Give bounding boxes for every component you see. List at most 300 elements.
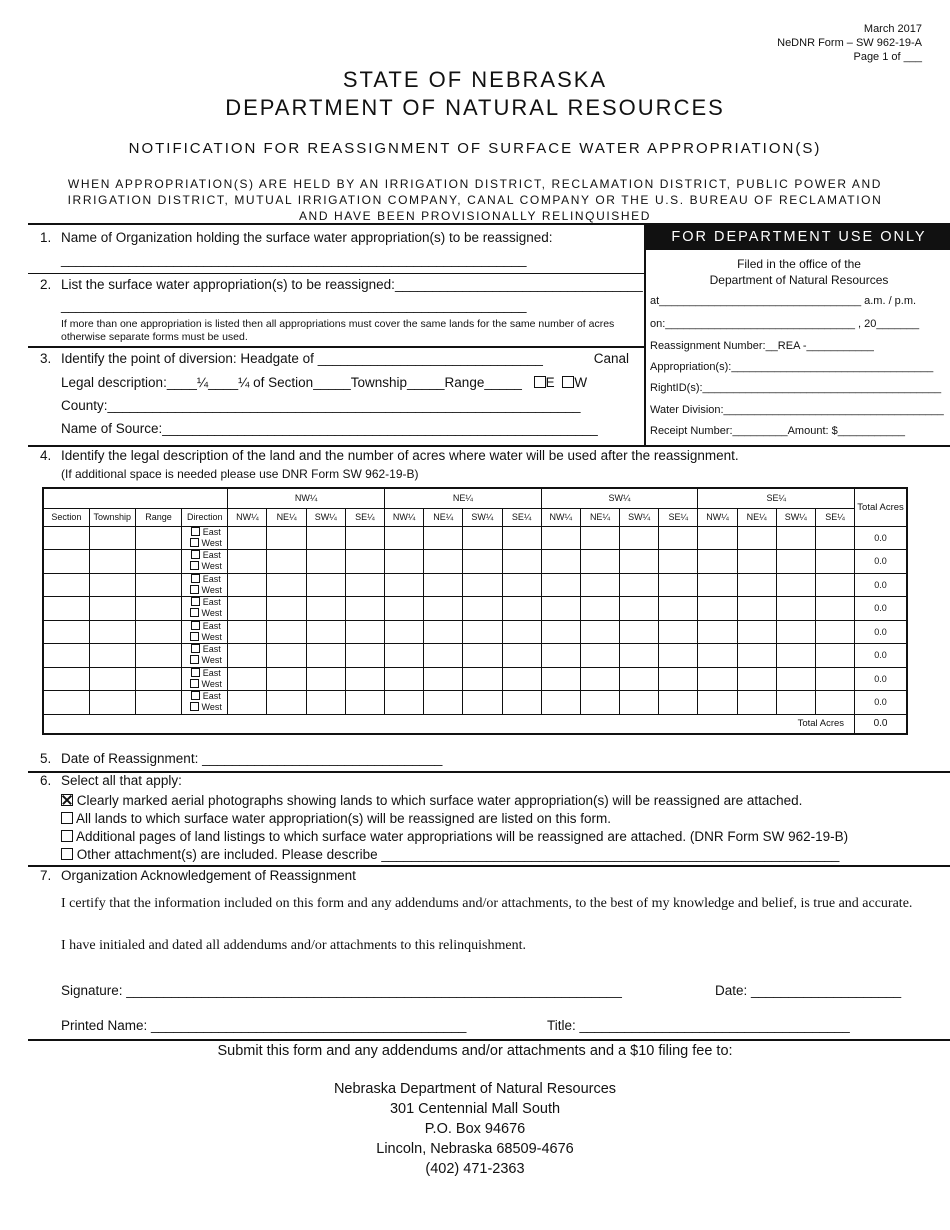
acre-cell[interactable] — [659, 667, 698, 691]
east-option[interactable] — [182, 644, 227, 655]
checkbox[interactable] — [191, 527, 200, 536]
dept-reassignment[interactable] — [650, 340, 874, 352]
east-label: East — [202, 667, 221, 678]
acre-cell[interactable] — [737, 597, 776, 621]
q4-label: Identify the legal description of the land and the number of acres where water will be used after the reassignment. — [61, 448, 739, 463]
table-cell[interactable] — [43, 691, 89, 715]
acre-cell[interactable] — [385, 597, 424, 621]
checkbox[interactable] — [190, 632, 199, 641]
signature-input[interactable]: Signature: __________________________________________________________________ — [61, 983, 622, 998]
land-table — [42, 487, 908, 735]
checkbox[interactable] — [61, 812, 73, 824]
acre-cell[interactable] — [502, 526, 541, 550]
option-label: Additional pages of land listings to which surface water appropriations will be reassigned are attached. (DNR Form SW 962-19-B) — [76, 829, 849, 844]
total-acres-label: Total Acres — [43, 714, 855, 734]
checkbox[interactable] — [190, 538, 199, 547]
q4-note: (If additional space is needed please use DNR Form SW 962-19-B) — [61, 467, 419, 481]
west-option[interactable] — [182, 561, 227, 572]
west-option[interactable] — [182, 679, 227, 690]
acre-cell[interactable] — [776, 550, 815, 574]
acre-cell[interactable] — [424, 691, 463, 715]
acre-cell[interactable] — [424, 573, 463, 597]
address-box: P.O. Box 94676 — [424, 1121, 526, 1137]
east-label: East — [202, 573, 221, 584]
acre-cell[interactable] — [815, 644, 854, 668]
option-label: All lands to which surface water appropriation(s) will be reassigned are listed on this form. — [76, 811, 612, 826]
q4-number: 4. — [40, 448, 52, 463]
west-option[interactable] — [182, 655, 227, 666]
west-label: West — [201, 631, 222, 642]
acre-cell[interactable] — [815, 597, 854, 621]
table-cell[interactable] — [89, 667, 135, 691]
checkbox[interactable] — [190, 561, 199, 570]
filed-line-2: Department of Natural Resources — [709, 273, 889, 287]
acre-cell[interactable] — [737, 526, 776, 550]
east-option[interactable] — [182, 597, 227, 608]
reassignment-date-input[interactable]: Date of Reassignment: ________________________________ — [61, 751, 443, 766]
table-cell[interactable] — [43, 597, 89, 621]
printed-name-input[interactable]: Printed Name: __________________________________________ — [61, 1018, 467, 1033]
acre-cell[interactable] — [345, 667, 384, 691]
acre-cell[interactable] — [659, 573, 698, 597]
acre-cell[interactable] — [228, 597, 267, 621]
acre-cell[interactable] — [698, 597, 737, 621]
east-option[interactable] — [182, 691, 227, 702]
row-total: 0.0 — [855, 644, 907, 668]
divider — [28, 273, 644, 274]
acre-cell[interactable] — [737, 620, 776, 644]
direction-cell — [182, 644, 228, 668]
acre-cell[interactable] — [620, 620, 659, 644]
acre-cell[interactable] — [815, 526, 854, 550]
acre-cell[interactable] — [228, 526, 267, 550]
west-label: West — [201, 702, 222, 713]
acre-cell[interactable] — [776, 573, 815, 597]
legal-description-row — [61, 375, 587, 390]
acre-cell[interactable] — [580, 691, 619, 715]
col-township: Township — [89, 508, 135, 526]
sub-se: SE¼ — [815, 508, 854, 526]
acre-cell[interactable] — [776, 597, 815, 621]
source-input[interactable]: Name of Source:__________________________________________________________ — [61, 421, 598, 436]
acre-cell[interactable] — [502, 620, 541, 644]
col-range: Range — [135, 508, 181, 526]
sub-se: SE¼ — [345, 508, 384, 526]
divider — [28, 445, 950, 447]
acre-cell[interactable] — [463, 550, 502, 574]
dept-appropriations[interactable]: Appropriation(s):_________________________________ — [650, 361, 934, 373]
q2-row — [61, 277, 643, 292]
acre-cell[interactable] — [463, 597, 502, 621]
acre-cell[interactable] — [620, 550, 659, 574]
acre-cell[interactable] — [424, 550, 463, 574]
east-option[interactable] — [182, 550, 227, 561]
acre-cell[interactable] — [737, 667, 776, 691]
acre-cell[interactable] — [385, 667, 424, 691]
acre-cell[interactable] — [463, 573, 502, 597]
acre-cell[interactable] — [620, 667, 659, 691]
acre-cell[interactable] — [698, 644, 737, 668]
table-cell[interactable] — [43, 526, 89, 550]
acre-cell[interactable] — [815, 620, 854, 644]
address-phone: (402) 471-2363 — [425, 1161, 525, 1177]
acre-cell[interactable] — [424, 597, 463, 621]
sub-nw: NW¼ — [541, 508, 580, 526]
acre-cell[interactable] — [267, 620, 306, 644]
acre-cell[interactable] — [659, 644, 698, 668]
east-option[interactable] — [182, 527, 227, 538]
total-acres-header: Total Acres — [855, 488, 907, 526]
table-row — [43, 597, 907, 621]
acre-cell[interactable] — [776, 620, 815, 644]
acre-cell[interactable] — [698, 667, 737, 691]
acre-cell[interactable] — [776, 667, 815, 691]
east-checkbox[interactable] — [534, 376, 546, 388]
acre-cell[interactable] — [306, 691, 345, 715]
acre-cell[interactable] — [659, 597, 698, 621]
acre-cell[interactable] — [502, 550, 541, 574]
acre-cell[interactable] — [424, 667, 463, 691]
acre-cell[interactable] — [541, 526, 580, 550]
acre-cell[interactable] — [502, 667, 541, 691]
acre-cell[interactable] — [267, 691, 306, 715]
acre-cell[interactable] — [385, 573, 424, 597]
acre-cell[interactable] — [502, 573, 541, 597]
acre-cell[interactable] — [267, 667, 306, 691]
acre-cell[interactable] — [463, 667, 502, 691]
acre-cell[interactable] — [737, 644, 776, 668]
acre-cell[interactable] — [228, 620, 267, 644]
acre-cell[interactable] — [541, 644, 580, 668]
option-aerial-photos[interactable] — [61, 792, 848, 810]
q6-number: 6. — [40, 773, 52, 788]
title-input[interactable]: Title: ____________________________________ — [547, 1018, 850, 1033]
acre-cell[interactable] — [345, 644, 384, 668]
address-org: Nebraska Department of Natural Resources — [333, 1081, 617, 1097]
dept-water-division[interactable]: Water Division:____________________________________ — [650, 404, 944, 416]
department-use-box — [644, 224, 950, 446]
acre-cell[interactable] — [776, 526, 815, 550]
acre-cell[interactable] — [267, 526, 306, 550]
row-total: 0.0 — [855, 691, 907, 715]
table-cell[interactable] — [89, 573, 135, 597]
acre-cell[interactable] — [385, 526, 424, 550]
blank-header — [43, 488, 228, 508]
acre-cell[interactable] — [463, 620, 502, 644]
acre-cell[interactable] — [580, 550, 619, 574]
option-additional-pages[interactable] — [61, 828, 848, 846]
acre-cell[interactable] — [267, 644, 306, 668]
q1-input[interactable]: ______________________________________________________________ — [61, 252, 527, 267]
col-section: Section — [43, 508, 89, 526]
table-cell[interactable] — [43, 573, 89, 597]
table-cell[interactable] — [89, 550, 135, 574]
acre-cell[interactable] — [698, 526, 737, 550]
dept-on[interactable]: on:_______________________________ , 20_______ — [650, 318, 920, 330]
q2-note: If more than one appropriation is listed then all appropriations must cover the same lands for the same number of acres otherwise separate forms must be used. — [61, 318, 615, 343]
table-cell[interactable] — [135, 667, 181, 691]
table-cell[interactable] — [43, 620, 89, 644]
acre-cell[interactable] — [463, 644, 502, 668]
acre-cell[interactable] — [815, 550, 854, 574]
acre-cell[interactable] — [385, 691, 424, 715]
table-cell[interactable] — [89, 644, 135, 668]
acre-cell[interactable] — [306, 573, 345, 597]
acre-cell[interactable] — [267, 573, 306, 597]
filed-line-1: Filed in the office of the — [737, 257, 861, 271]
acre-cell[interactable] — [659, 550, 698, 574]
acre-cell[interactable] — [659, 620, 698, 644]
sub-sw: SW¼ — [306, 508, 345, 526]
checkbox[interactable] — [61, 830, 73, 842]
acre-cell[interactable] — [776, 644, 815, 668]
west-label: West — [201, 608, 222, 619]
west-option[interactable] — [182, 632, 227, 643]
acre-cell[interactable] — [306, 550, 345, 574]
acre-cell[interactable] — [345, 526, 384, 550]
direction-cell — [182, 667, 228, 691]
acre-cell[interactable] — [620, 644, 659, 668]
acre-cell[interactable] — [815, 691, 854, 715]
direction-cell — [182, 526, 228, 550]
divider — [28, 865, 950, 867]
table-cell[interactable] — [89, 691, 135, 715]
form-meta — [777, 22, 922, 64]
table-row — [43, 691, 907, 715]
acre-cell[interactable] — [463, 526, 502, 550]
acre-cell[interactable] — [228, 691, 267, 715]
table-cell[interactable] — [43, 667, 89, 691]
certification-text: I certify that the information included on this form and any addendums and/or attachments, to the best of my knowledge and belief, is true and accurate. — [61, 896, 913, 911]
acre-cell[interactable] — [345, 597, 384, 621]
west-option[interactable] — [182, 702, 227, 713]
checkbox[interactable] — [191, 574, 200, 583]
acre-cell[interactable] — [306, 526, 345, 550]
east-option[interactable] — [182, 621, 227, 632]
acre-cell[interactable] — [698, 573, 737, 597]
acre-cell[interactable] — [580, 573, 619, 597]
acre-cell[interactable] — [541, 620, 580, 644]
acre-cell[interactable] — [580, 667, 619, 691]
acre-cell[interactable] — [541, 667, 580, 691]
table-cell[interactable] — [135, 620, 181, 644]
west-option[interactable] — [182, 585, 227, 596]
mailing-address — [0, 1079, 950, 1179]
table-cell[interactable] — [135, 526, 181, 550]
table-cell[interactable] — [135, 644, 181, 668]
acre-cell[interactable] — [345, 691, 384, 715]
table-cell[interactable] — [43, 550, 89, 574]
sub-nw: NW¼ — [385, 508, 424, 526]
county-input[interactable]: County:_______________________________________________________________ — [61, 398, 581, 413]
acre-cell[interactable] — [502, 644, 541, 668]
row-total: 0.0 — [855, 667, 907, 691]
q6-label: Select all that apply: — [61, 773, 182, 788]
acre-cell[interactable] — [698, 550, 737, 574]
checkbox-checked[interactable] — [61, 794, 73, 806]
acre-cell[interactable] — [620, 691, 659, 715]
checkbox[interactable] — [191, 621, 200, 630]
acre-cell[interactable] — [580, 526, 619, 550]
option-label: Clearly marked aerial photographs showing lands to which surface water appropriation(s) will be reassigned are attached. — [76, 793, 803, 808]
acre-cell[interactable] — [737, 573, 776, 597]
acre-cell[interactable] — [345, 550, 384, 574]
acre-cell[interactable] — [815, 667, 854, 691]
q3-label: Identify the point of diversion: Headgate of — [61, 351, 314, 366]
table-cell[interactable] — [135, 691, 181, 715]
table-row — [43, 526, 907, 550]
acre-cell[interactable] — [620, 573, 659, 597]
acre-cell[interactable] — [306, 620, 345, 644]
submit-instructions: Submit this form and any addendums and/or attachments and a $10 filing fee to: — [217, 1043, 733, 1059]
checkbox[interactable] — [61, 848, 73, 860]
west-option[interactable] — [182, 538, 227, 549]
dept-receipt[interactable]: Receipt Number:_________Amount: $___________ — [650, 425, 906, 437]
east-label: E — [545, 375, 555, 390]
dept-at[interactable]: at_________________________________ a.m. / p.m. — [650, 295, 917, 307]
acre-cell[interactable] — [306, 644, 345, 668]
acre-cell[interactable] — [345, 620, 384, 644]
acre-cell[interactable] — [541, 597, 580, 621]
table-cell[interactable] — [89, 620, 135, 644]
form-date: March 2017 — [863, 23, 922, 35]
acre-cell[interactable] — [424, 644, 463, 668]
acre-cell[interactable] — [502, 597, 541, 621]
headgate-input[interactable]: ______________________________ — [317, 351, 543, 366]
table-cell[interactable] — [43, 644, 89, 668]
table-row — [43, 644, 907, 668]
acre-cell[interactable] — [580, 644, 619, 668]
page-title — [0, 66, 950, 122]
row-total: 0.0 — [855, 550, 907, 574]
sub-nw: NW¼ — [698, 508, 737, 526]
acre-cell[interactable] — [385, 550, 424, 574]
acre-cell[interactable] — [620, 597, 659, 621]
signature-date-input[interactable]: Date: ____________________ — [715, 983, 902, 998]
direction-cell — [182, 597, 228, 621]
q1-label: Name of Organization holding the surface water appropriation(s) to be reassigned: — [61, 230, 553, 245]
east-label: East — [202, 597, 221, 608]
table-cell[interactable] — [135, 573, 181, 597]
acre-cell[interactable] — [306, 597, 345, 621]
reassignment-value: __REA -___________ — [765, 340, 874, 352]
east-option[interactable] — [182, 574, 227, 585]
west-checkbox[interactable] — [562, 376, 574, 388]
canal-label: Canal — [593, 351, 629, 366]
page-number: Page 1 of ___ — [853, 51, 922, 63]
form-title: NOTIFICATION FOR REASSIGNMENT OF SURFACE WATER APPROPRIATION(S) — [128, 140, 822, 157]
acre-cell[interactable] — [228, 644, 267, 668]
q1-number: 1. — [40, 230, 52, 245]
checkbox[interactable] — [190, 608, 199, 617]
acre-cell[interactable] — [228, 550, 267, 574]
acre-cell[interactable] — [659, 526, 698, 550]
acre-cell[interactable] — [228, 573, 267, 597]
dept-right-id[interactable]: RightID(s):_______________________________________ — [650, 382, 942, 394]
acre-cell[interactable] — [815, 573, 854, 597]
address-city: Lincoln, Nebraska 68509-4676 — [376, 1141, 574, 1157]
q7-number: 7. — [40, 868, 52, 883]
checkbox[interactable] — [190, 679, 199, 688]
acre-cell[interactable] — [385, 620, 424, 644]
direction-cell — [182, 691, 228, 715]
table-row — [43, 620, 907, 644]
q3-number: 3. — [40, 351, 52, 366]
table-cell[interactable] — [135, 550, 181, 574]
checkbox[interactable] — [190, 655, 199, 664]
acre-cell[interactable] — [776, 691, 815, 715]
west-option[interactable] — [182, 608, 227, 619]
acre-cell[interactable] — [424, 526, 463, 550]
acre-cell[interactable] — [698, 691, 737, 715]
sub-sw: SW¼ — [463, 508, 502, 526]
direction-cell — [182, 550, 228, 574]
acre-cell[interactable] — [424, 620, 463, 644]
row-total: 0.0 — [855, 620, 907, 644]
checkbox[interactable] — [191, 550, 200, 559]
initialed-text: I have initialed and dated all addendums and/or attachments to this relinquishment. — [61, 938, 526, 953]
table-cell[interactable] — [89, 526, 135, 550]
checkbox[interactable] — [191, 597, 200, 606]
acre-cell[interactable] — [580, 620, 619, 644]
acre-cell[interactable] — [267, 597, 306, 621]
acre-cell[interactable] — [698, 620, 737, 644]
acre-cell[interactable] — [541, 573, 580, 597]
q2-input-1[interactable]: _________________________________ — [394, 277, 643, 292]
quarter-ne: NE¼ — [385, 488, 542, 508]
table-cell[interactable] — [135, 597, 181, 621]
sub-se: SE¼ — [659, 508, 698, 526]
acre-cell[interactable] — [737, 691, 776, 715]
table-row — [43, 573, 907, 597]
table-row — [43, 550, 907, 574]
acre-cell[interactable] — [228, 667, 267, 691]
acre-cell[interactable] — [541, 550, 580, 574]
checkbox[interactable] — [190, 585, 199, 594]
row-total: 0.0 — [855, 526, 907, 550]
dept-heading: FOR DEPARTMENT USE ONLY — [646, 224, 950, 250]
option-other-attachments[interactable] — [61, 846, 848, 864]
q2-input-2[interactable]: ______________________________________________________________ — [61, 298, 527, 313]
acre-cell[interactable] — [580, 597, 619, 621]
row-total: 0.0 — [855, 597, 907, 621]
east-label: East — [202, 691, 221, 702]
acre-cell[interactable] — [737, 550, 776, 574]
quarter-nw: NW¼ — [228, 488, 385, 508]
west-label: West — [201, 537, 222, 548]
reassignment-label: Reassignment Number: — [650, 340, 766, 352]
option-lands-listed[interactable] — [61, 810, 848, 828]
row-total: 0.0 — [855, 573, 907, 597]
acre-cell[interactable] — [620, 526, 659, 550]
legal-description-input[interactable]: Legal description:____¼____¼ of Section_____Township_____Range_____ — [61, 375, 522, 390]
checkbox[interactable] — [191, 644, 200, 653]
acre-cell[interactable] — [385, 644, 424, 668]
east-label: East — [202, 620, 221, 631]
acre-cell[interactable] — [306, 667, 345, 691]
east-option[interactable] — [182, 668, 227, 679]
acre-cell[interactable] — [502, 691, 541, 715]
acre-cell[interactable] — [267, 550, 306, 574]
checkbox[interactable] — [191, 668, 200, 677]
acre-cell[interactable] — [345, 573, 384, 597]
checkbox[interactable] — [190, 702, 199, 711]
table-cell[interactable] — [89, 597, 135, 621]
acre-cell[interactable] — [659, 691, 698, 715]
acre-cell[interactable] — [463, 691, 502, 715]
acre-cell[interactable] — [541, 691, 580, 715]
checkbox[interactable] — [191, 691, 200, 700]
